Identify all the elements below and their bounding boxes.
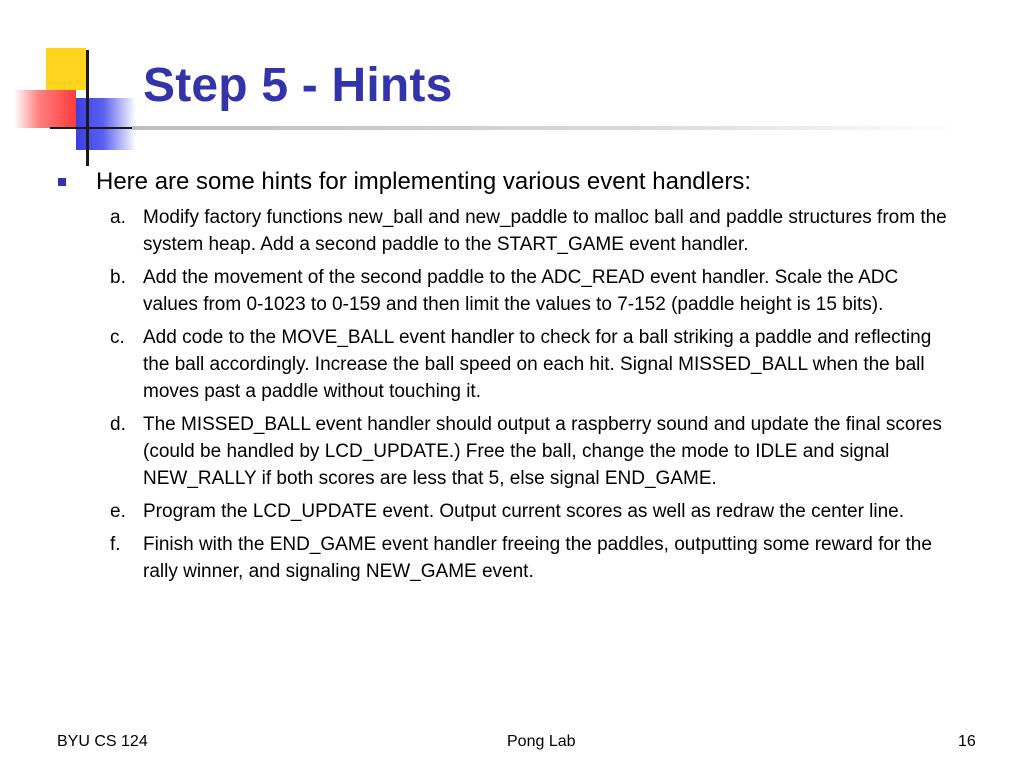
hint-item-d <box>110 411 960 492</box>
title-underline-rule <box>132 126 962 130</box>
hint-text: Finish with the END_GAME event handler freeing the paddles, outputting some reward for the rally winner, and signaling NEW_GAME event. <box>143 534 932 582</box>
footer-course: BYU CS 124 <box>57 733 148 750</box>
hint-text: Add code to the MOVE_BALL event handler to check for a ball striking a paddle and reflecting the ball accordingly. Increase the ball speed on each hit. Signal MISSED_BALL when the ball moves past a paddle without touching it. <box>143 327 932 402</box>
hint-letter: b. <box>110 267 126 288</box>
footer-lab-title: Pong Lab <box>507 733 576 750</box>
bullet-square-icon <box>58 178 66 186</box>
hint-text: Program the LCD_UPDATE event. Output current scores as well as redraw the center line. <box>143 501 905 522</box>
footer-page-number: 16 <box>958 733 976 750</box>
hint-item-b <box>110 264 960 318</box>
slide-title: Step 5 - Hints <box>143 59 453 112</box>
main-bullet <box>58 168 751 196</box>
hint-list <box>110 204 960 591</box>
main-bullet-text: Here are some hints for implementing various event handlers: <box>96 168 751 195</box>
decorative-blue-square <box>76 98 136 150</box>
hint-text: Add the movement of the second paddle to the ADC_READ event handler. Scale the ADC values from 0-1023 to 0-159 and then limit the values to 7-152 (paddle height is 15 bits). <box>143 267 899 315</box>
decorative-vertical-line <box>86 50 89 166</box>
hint-text: The MISSED_BALL event handler should output a raspberry sound and update the final scores (could be handled by LCD_UPDATE.) Free the ball, change the mode to IDLE and signal NEW_RALLY if both scores are less that 5, else signal END_GAME. <box>143 414 942 489</box>
decorative-horizontal-line <box>50 127 140 129</box>
hint-letter: e. <box>110 501 126 522</box>
hint-text: Modify factory functions new_ball and new_paddle to malloc ball and paddle structures from the system heap. Add a second paddle to the START_GAME event handler. <box>143 207 947 255</box>
hint-item-e <box>110 498 960 525</box>
decorative-yellow-square <box>46 48 86 90</box>
hint-item-c <box>110 324 960 405</box>
hint-letter: f. <box>110 534 121 555</box>
hint-letter: a. <box>110 207 126 228</box>
hint-letter: c. <box>110 327 125 348</box>
hint-item-a <box>110 204 960 258</box>
hint-item-f <box>110 531 960 585</box>
decorative-red-bar <box>14 90 76 128</box>
hint-letter: d. <box>110 414 126 435</box>
